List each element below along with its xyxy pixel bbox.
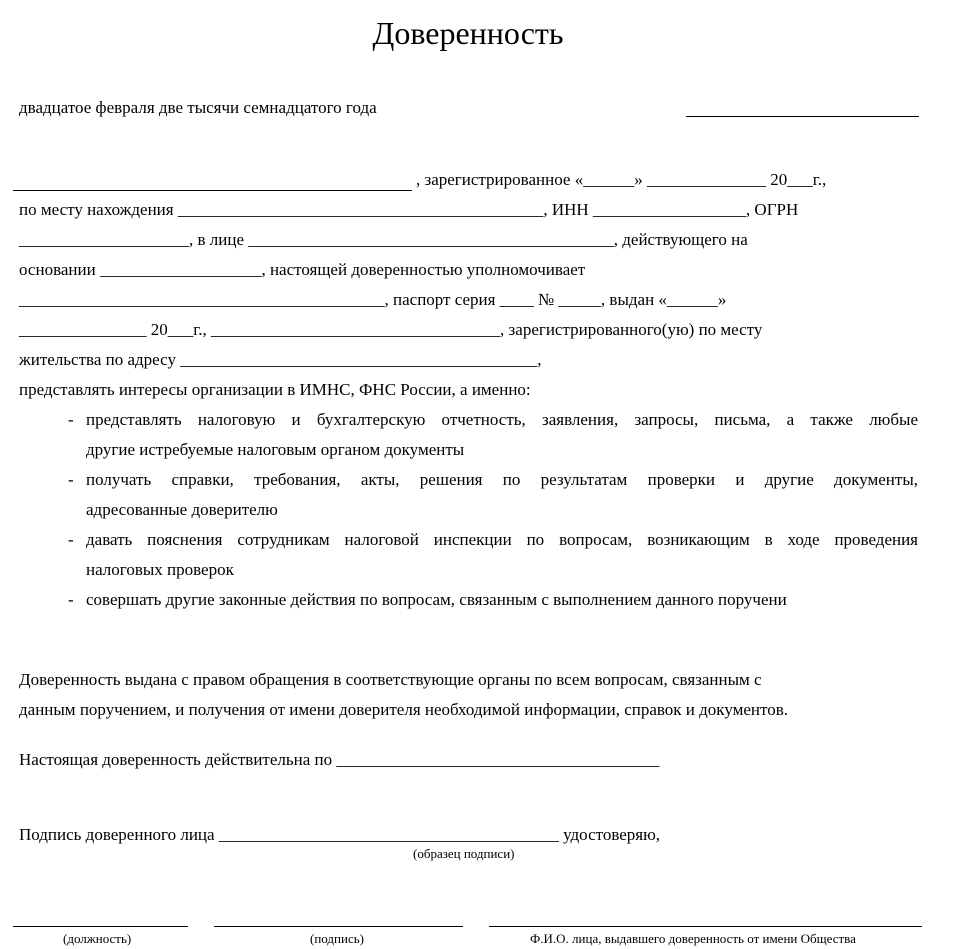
- name-blank-line: [489, 926, 922, 927]
- list-bullet: -: [68, 530, 74, 549]
- list-bullet: -: [68, 410, 74, 429]
- signature-caption: (образец подписи): [413, 846, 515, 861]
- list-bullet: -: [68, 590, 74, 609]
- power-item-2-line-2: адресованные доверителю: [86, 500, 278, 519]
- grant-line-2: данным поручением, и получения от имени доверителя необходимой информации, справок и документов.: [19, 700, 788, 719]
- validity-line: Настоящая доверенность действительна по ______________________________________: [19, 750, 660, 769]
- organization-blank-line: [13, 190, 412, 191]
- date-line: двадцатое февраля две тысячи семнадцатого года: [19, 98, 377, 117]
- sign-blank-line: [214, 926, 463, 927]
- grant-line-1: Доверенность выдана с правом обращения в соответствующие органы по всем вопросам, связанным с: [19, 670, 762, 689]
- registration-line: , зарегистрированное «______» ______________ 20___г.,: [416, 170, 827, 189]
- sign-caption: (подпись): [310, 931, 364, 946]
- residence-line: жительства по адресу __________________________________________,: [19, 350, 542, 369]
- power-item-3-line-2: налоговых проверок: [86, 560, 234, 579]
- passport-line: ___________________________________________, паспорт серия ____ № _____, выдан «______»: [19, 290, 727, 309]
- representative-line: ____________________, в лице ___________________________________________, действующего на: [19, 230, 748, 249]
- list-bullet: -: [68, 470, 74, 489]
- issued-line: _______________ 20___г., __________________________________, зарегистрированного(ую) по месту: [19, 320, 763, 339]
- address-inn-line: по месту нахождения ___________________________________________, ИНН __________________, ОГРН: [19, 200, 799, 219]
- power-item-3-line-1: давать пояснения сотрудникам налоговой инспекции по вопросам, возникающим в ходе проведения: [86, 530, 918, 549]
- name-caption: Ф.И.О. лица, выдавшего доверенность от имени Общества: [530, 931, 856, 946]
- position-caption: (должность): [63, 931, 132, 946]
- power-item-2-line-1: получать справки, требования, акты, решения по результатам проверки и другие документы,: [86, 470, 918, 489]
- power-item-1-line-2: другие истребуемые налоговым органом документы: [86, 440, 465, 459]
- power-item-1-line-1: представлять налоговую и бухгалтерскую отчетность, заявления, запросы, письма, а также любые: [86, 410, 918, 429]
- signature-line: Подпись доверенного лица ________________________________________ удостоверяю,: [19, 825, 661, 844]
- power-item-4-line-1: совершать другие законные действия по вопросам, связанным с выполнением данного поручени: [86, 590, 787, 609]
- date-blank-line: [686, 116, 919, 117]
- document-title: Доверенность: [372, 15, 564, 51]
- interests-line: представлять интересы организации в ИМНС, ФНС России, а именно:: [19, 380, 531, 399]
- basis-line: основании ___________________, настоящей доверенностью уполномочивает: [19, 260, 586, 279]
- position-blank-line: [13, 926, 188, 927]
